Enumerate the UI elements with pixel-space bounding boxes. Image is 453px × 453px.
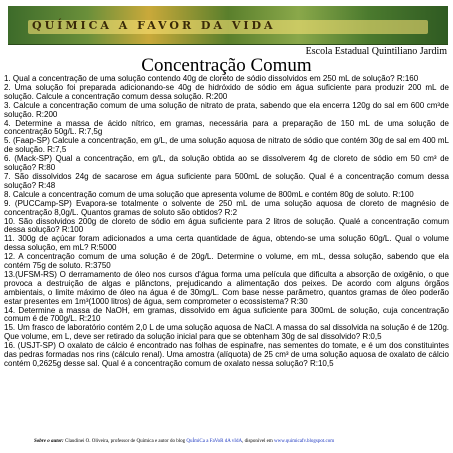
footer-about-text: Claudinei O. Oliveira, professor de Química e autor do blog [63,439,187,444]
banner-title: QUÍMICA A FAVOR DA VIDA [32,19,276,32]
question-item: 7. São dissolvidos 24g de sacarose em água suficiente para 500mL de solução. Qual é a concentração comum dessa solução? R:48 [4,171,449,190]
question-item: 5. (Faap-SP) Calcule a concentração, em g/L, de uma solução aquosa de nitrato de sódio que contém 30g de sal em 400 mL de solução. R:7,5 [4,136,449,155]
question-item: 8. Calcule a concentração comum de uma solução que apresenta volume de 800mL e contém 80g de soluto. R:100 [4,189,414,199]
question-item: 9. (PUCCamp-SP) Evapora-se totalmente o solvente de 250 mL de uma solução aquosa de cloreto de magnésio de concentração 8,0g/L. Quantos gramas de soluto são obtidos? R:2 [4,198,449,217]
question-item: 13.(UFSM-RS) O derramamento de óleo nos cursos d'água forma uma película que dificulta a absorção de oxigênio, o que provoca a destruição de algas e plânctons, prejudicando a alimentação dos peixes. De acordo com alguns órgãos ambientais, o limite máximo de óleo na água é de 30mg/L. Com base nesse parâmetro, quantos gramas de óleo poderão estar presentes em 1m³(1000 litros) de água, sem comprometer o ecossistema? R:30 [4,269,449,306]
question-item: 10. São dissolvidos 200g de cloreto de sódio em água suficiente para 2 litros de solução. Qualé a concentração comum dessa solução? R:100 [4,216,449,235]
question-item: 3. Calcule a concentração comum de uma solução de nitrato de prata, sabendo que ela encerra 120g do sal em 600 cm³de solução. R:200 [4,100,449,119]
question-item: 12. A concentração comum de uma solução é de 20g/L. Determine o volume, em mL, dessa solução, sabendo que ela contém 75g de soluto. R:3750 [4,252,449,271]
question-item: 2. Uma solução foi preparada adicionando-se 40g de hidróxido de sódio em água suficiente para produzir 200 mL de solução. Calcule a concentração comum dessa solução. R:200 [4,82,449,101]
question-item: 6. (Mack-SP) Qual a concentração, em g/L, da solução obtida ao se dissolverem 4g de cloreto de sódio em 50 cm³ de solução? R:80 [4,154,449,173]
question-item: 1. Qual a concentração de uma solução contendo 40g de cloreto de sódio dissolvidos em 250 mL de solução? R:160 [4,74,419,83]
footer-url-link[interactable]: www.quimicafv.blogspot.com [274,439,335,444]
school-name: Escola Estadual Quintiliano Jardim [305,46,447,57]
footer [34,439,334,444]
question-list [4,75,449,369]
footer-about-label: Sobre o autor: [34,439,64,444]
header-banner [8,6,448,45]
question-item: 16. (USJT-SP) O oxalato de cálcio é encontrado nas folhas de espinafre, nas sementes do tomate, e é um dos constituintes das pedras formadas nos rins (cálculo renal). Uma amostra (alíquota) de 25 cm³ de uma solução aquosa de oxalato de cálcio contém 0,2625g desse sal. Qual é a concentração comum de oxalato nessa solução? R:10,5 [4,341,449,368]
question-item: 15. Um frasco de laboratório contém 2,0 L de uma solução aquosa de NaCl. A massa do sal dissolvida na solução é de 120g. Que volume, em L, deve ser retirado da solução inicial para que se obtenham 30g de sal dissolvido? R:0,5 [4,323,449,342]
footer-blog-link[interactable]: QuÍmiCa a FaVoR dA vIdA [186,439,243,444]
question-item: 4. Determine a massa de ácido nítrico, em gramas, necessária para a preparação de 150 mL de uma solução de concentração 50g/L. R:7,5g [4,118,449,137]
page-title: Concentração Comum [141,55,312,76]
question-item: 11. 300g de açúcar foram adicionados a uma certa quantidade de água, obtendo-se uma solução 60g/L. Qual o volume dessa solução, em mL? R:5000 [4,234,449,253]
footer-available-text: , disponível em [242,439,275,444]
question-item: 14. Determine a massa de NaOH, em gramas, dissolvido em água suficiente para 300mL de solução, cuja concentração comum é de 700g/L. R:210 [4,305,449,324]
